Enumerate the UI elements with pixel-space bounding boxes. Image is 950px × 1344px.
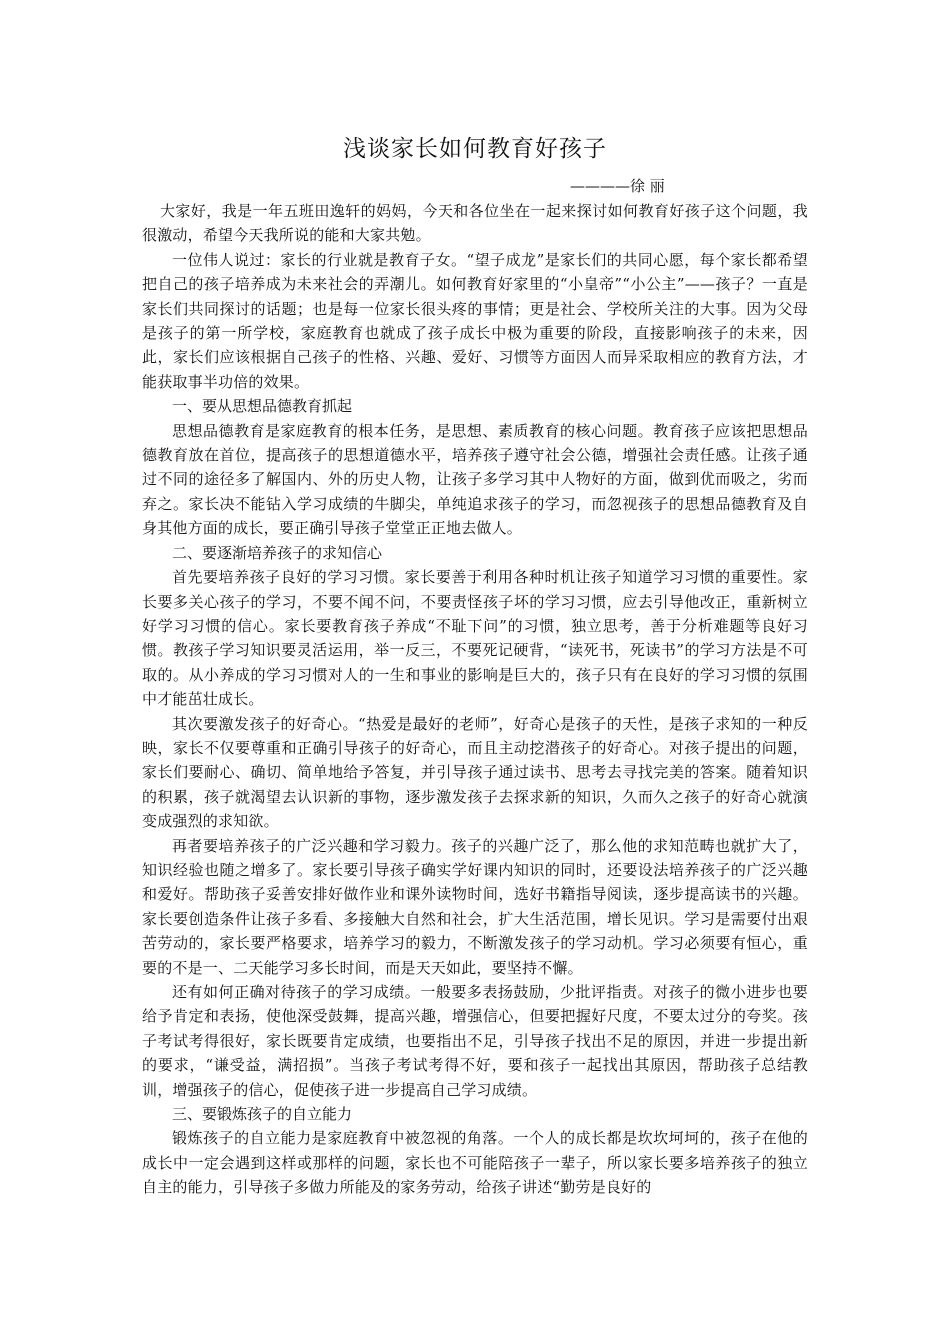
paragraph: 一位伟人说过：家长的行业就是教育子女。“望子成龙”是家长们的共同心愿，每个家长都希望把自己的孩子培养成为未来社会的弄潮儿。如何教育好家里的“小皇帝”“小公主”——孩子？一直是家长们共同探讨的话题；也是每一位家长很头疼的事情；更是社会、学校所关注的大事。因为父母是孩子的第一所学校，家庭教育也就成了孩子成长中极为重要的阶段，直接影响孩子的未来，因此，家长们应该根据自己孩子的性格、兴趣、爱好、习惯等方面因人而异采取相应的教育方法，才能获取事半功倍的效果。: [142, 250, 808, 391]
paragraph: 再者要培养孩子的广泛兴趣和学习毅力。孩子的兴趣广泛了，那么他的求知范畴也就扩大了，知识经验也随之增多了。家长要引导孩子确实学好课内知识的同时，还要设法培养孩子的广泛兴趣和爱好。帮助孩子妥善安排好做作业和课外读物时间，选好书籍指导阅读，逐步提高读书的兴趣。家长要创造条件让孩子多看、多接触大自然和社会，扩大生活范围，增长见识。学习是需要付出艰苦劳动的，家长要严格要求，培养学习的毅力，不断激发孩子的学习动机。学习必须要有恒心，重要的不是一、二天能学习多长时间，而是天天如此，要坚持不懈。: [142, 836, 808, 977]
document-body: [142, 199, 808, 1200]
document-author: ————徐 丽: [570, 177, 665, 195]
paragraph: 其次要激发孩子的好奇心。“热爱是最好的老师”，好奇心是孩子的天性，是孩子求知的一种反映，家长不仅要尊重和正确引导孩子的好奇心，而且主动挖潜孩子的好奇心。对孩子提出的问题，家长们要耐心、确切、简单地给予答复，并引导孩子通过读书、思考去寻找完美的答案。随着知识的积累，孩子就渴望去认识新的事物，逐步激发孩子去探求新的知识，久而久之孩子的好奇心就演变成强烈的求知欲。: [142, 714, 808, 831]
section-heading: 三、要锻炼孩子的自立能力: [172, 1105, 353, 1124]
section-heading: 二、要逐渐培养孩子的求知信心: [172, 543, 383, 562]
paragraph: 思想品德教育是家庭教育的根本任务，是思想、素质教育的核心问题。教育孩子应该把思想品德教育放在首位，提高孩子的思想道德水平，培养孩子遵守社会公德，增强社会责任感。让孩子通过不同的途径多了解国内、外的历史人物，让孩子多学习其中人物好的方面，做到优而吸之，劣而弃之。家长决不能钻入学习成绩的牛脚尖，单纯追求孩子的学习，而忽视孩子的思想品德教育及自身其他方面的成长，要正确引导孩子堂堂正正地去做人。: [142, 421, 808, 538]
paragraph: 首先要培养孩子良好的学习习惯。家长要善于利用各种时机让孩子知道学习习惯的重要性。家长要多关心孩子的学习，不要不闻不问，不要责怪孩子坏的学习习惯，应去引导他改正，重新树立好学习习惯的信心。家长要教育孩子养成“不耻下问”的习惯，独立思考，善于分析难题等良好习惯。教孩子学习知识要灵活运用，举一反三，不要死记硬背，“读死书，死读书”的学习方法是不可取的。从小养成的学习习惯对人的一生和事业的影响是巨大的，孩子只有在良好的学习习惯的氛围中才能茁壮成长。: [142, 568, 808, 709]
paragraph-intro: 大家好，我是一年五班田逸轩的妈妈，今天和各位坐在一起来探讨如何教育好孩子这个问题，我很激动，希望今天我所说的能和大家共勉。: [142, 202, 808, 245]
paragraph: 还有如何正确对待孩子的学习成绩。一般要多表扬鼓励，少批评指责。对孩子的微小进步也要给予肯定和表扬，使他深受鼓舞，提高兴趣，增强信心，但要把握好尺度，不要太过分的夸奖。孩子考试考得很好，家长既要肯定成绩，也要指出不足，引导孩子找出不足的原因，并进一步提出新的要求，“谦受益，满招损”。当孩子考试考得不好，要和孩子一起找出其原因，帮助孩子总结教训，增强孩子的信心，促使孩子进一步提高自己学习成绩。: [142, 983, 808, 1099]
paragraph: 锻炼孩子的自立能力是家庭教育中被忽视的角落。一个人的成长都是坎坎坷坷的，孩子在他的成长中一定会遇到这样或那样的问题，家长也不可能陪孩子一辈子，所以家长要多培养孩子的独立自主的能力，引导孩子多做力所能及的家务劳动，给孩子讲述“勤劳是良好的: [142, 1129, 808, 1197]
document-title: 浅谈家长如何教育好孩子: [343, 136, 607, 162]
section-heading: 一、要从思想品德教育抓起: [172, 397, 353, 416]
